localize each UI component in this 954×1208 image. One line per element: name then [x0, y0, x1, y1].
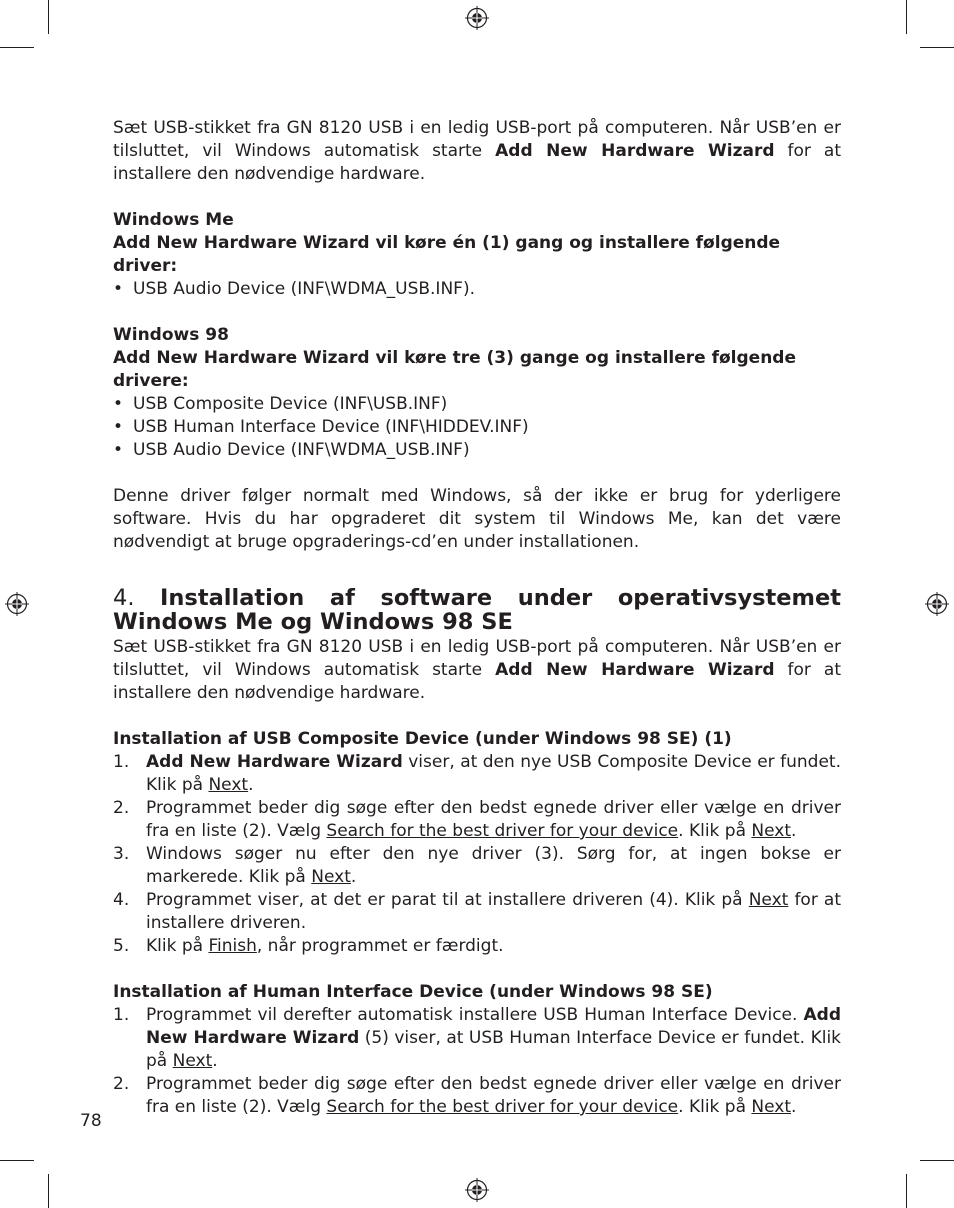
- list-item: 3. Windows søger nu efter den nye driver (3). Sørg for, at ingen bokse er markerede. Klik på Next.: [113, 844, 841, 887]
- hid-heading: Installation af Human Interface Device (under Windows 98 SE): [113, 982, 713, 1002]
- wizard-name: Add New Hardware Wizard: [495, 660, 775, 680]
- registration-mark-icon: [925, 592, 949, 616]
- crop-mark: [48, 1174, 49, 1208]
- next-link: Next: [751, 821, 792, 841]
- list-item: • USB Human Interface Device (INF\HIDDEV.INF): [113, 416, 841, 439]
- section-title: Installation af software under operativsystemet Windows Me og Windows 98 SE: [113, 585, 841, 635]
- next-link: Next: [311, 867, 351, 887]
- win98-subheading: Add New Hardware Wizard vil køre tre (3) gange og installere følgende drivere:: [113, 348, 797, 391]
- next-link: Next: [208, 775, 249, 795]
- search-option-link: Search for the best driver for your device: [326, 1097, 679, 1117]
- crop-mark: [906, 1174, 907, 1208]
- registration-mark-icon: [465, 6, 489, 30]
- page-content: [113, 117, 841, 1119]
- list-item: 2. Programmet beder dig søge efter den bedst egnede driver eller vælge en driver fra en liste (2). Vælg Search for the best driver for your device. Klik på Next.: [113, 1074, 841, 1117]
- section-heading: [113, 586, 841, 634]
- winme-driver-list: [113, 278, 841, 301]
- wizard-name: Add New Hardware Wizard: [495, 141, 775, 161]
- section-intro-paragraph: Sæt USB-stikket fra GN 8120 USB i en ledig USB-port på computeren. Når USB’en er tilsluttet, vil Windows automatisk starte Add New Hardware Wizard for at installere den nødvendige hardware.: [113, 637, 841, 703]
- crop-mark: [0, 1160, 34, 1161]
- winme-heading: Windows Me: [113, 210, 234, 230]
- winme-subheading: Add New Hardware Wizard vil køre én (1) gang og installere følgende driver:: [113, 233, 781, 276]
- list-item: 1. Programmet vil derefter automatisk installere USB Human Interface Device. Add New Hardware Wizard (5) viser, at USB Human Interface Device er fundet. Klik på Next.: [113, 1005, 842, 1071]
- list-item: • USB Audio Device (INF\WDMA_USB.INF): [113, 439, 841, 462]
- crop-mark: [0, 47, 34, 48]
- win98-driver-list: [113, 393, 841, 462]
- list-item: 1. Add New Hardware Wizard viser, at den nye USB Composite Device er fundet. Klik på Next.: [113, 752, 841, 795]
- crop-mark: [906, 0, 907, 34]
- crop-mark: [920, 47, 954, 48]
- section-number: 4.: [113, 585, 135, 611]
- page-number: 78: [80, 1111, 102, 1131]
- crop-mark: [920, 1160, 954, 1161]
- driver-note: Denne driver følger normalt med Windows, så der ikke er brug for yderligere software. Hvis du har opgraderet dit system til Windows Me, kan det være nødvendigt at bruge opgraderings-cd’en under installationen.: [113, 486, 841, 552]
- list-item: • USB Composite Device (INF\USB.INF): [113, 393, 841, 416]
- registration-mark-icon: [5, 592, 29, 616]
- next-link: Next: [748, 890, 789, 910]
- next-link: Next: [172, 1051, 213, 1071]
- registration-mark-icon: [465, 1178, 489, 1202]
- list-item: 5. Klik på Finish, når programmet er færdigt.: [113, 936, 504, 956]
- composite-heading: Installation af USB Composite Device (under Windows 98 SE) (1): [113, 729, 732, 749]
- list-item: • USB Audio Device (INF\WDMA_USB.INF).: [113, 278, 841, 301]
- win98-heading: Windows 98: [113, 325, 229, 345]
- crop-mark: [48, 0, 49, 34]
- intro-paragraph: Sæt USB-stikket fra GN 8120 USB i en ledig USB-port på computeren. Når USB’en er tilsluttet, vil Windows automatisk starte Add New Hardware Wizard for at installere den nødvendige hardware.: [113, 118, 841, 184]
- hid-steps: [113, 1004, 841, 1119]
- next-link: Next: [751, 1097, 792, 1117]
- finish-link: Finish: [208, 936, 257, 956]
- search-option-link: Search for the best driver for your device: [326, 821, 679, 841]
- list-item: 4. Programmet viser, at det er parat til at installere driveren (4). Klik på Next for at installere driveren.: [113, 890, 842, 933]
- composite-steps: [113, 751, 841, 958]
- list-item: 2. Programmet beder dig søge efter den bedst egnede driver eller vælge en driver fra en liste (2). Vælg Search for the best driver for your device. Klik på Next.: [113, 798, 841, 841]
